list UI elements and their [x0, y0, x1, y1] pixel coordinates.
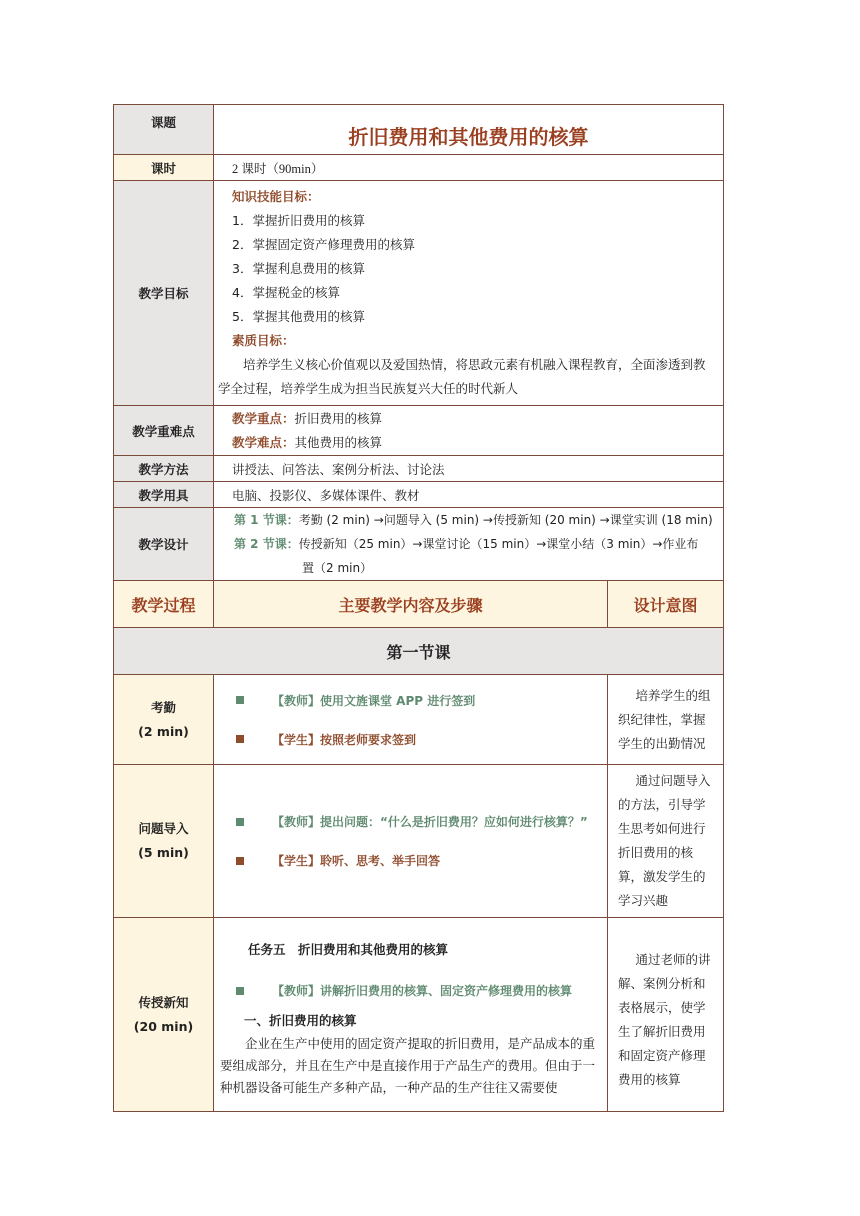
stage-name-cell [114, 918, 214, 1112]
knowledge-item: 5．掌握其他费用的核算 [232, 309, 365, 324]
hours-value: 2 课时（90min） [214, 155, 724, 181]
stage-time: (2 min) [138, 723, 189, 739]
quality-text: 培养学生义核心价值观以及爱国热情，将思政元素有机融入课程教育，全面渗透到教学全过程，培养学生成为担当民族复兴大任的时代新人 [218, 357, 706, 396]
section-subheading: 一、折旧费用的核算 [244, 1013, 357, 1028]
knowledge-heading: 知识技能目标： [232, 189, 320, 204]
design-1-text: 考勤 (2 min) →问题导入 (5 min) →传授新知 (20 min) →课堂实训 (18 min) [298, 513, 713, 527]
student-step: 【学生】聆听、思考、举手回答 [214, 852, 607, 869]
design-label: 教学设计 [114, 508, 214, 581]
keypoints-label: 教学重难点 [114, 406, 214, 456]
design-2-continued: 置（2 min） [302, 561, 373, 575]
process-header-intent: 设计意图 [608, 581, 724, 628]
methods-label: 教学方法 [114, 456, 214, 482]
teacher-step: 【教师】提出问题：“什么是折旧费用？应如何进行核算？” [214, 813, 607, 830]
bullet-square-icon [236, 818, 244, 826]
lesson-plan-table [113, 104, 724, 1112]
methods-value: 讲授法、问答法、案例分析法、讨论法 [214, 456, 724, 482]
lesson-plan-sheet [113, 104, 723, 1112]
section-title: 第一节课 [114, 628, 724, 675]
knowledge-item: 2．掌握固定资产修理费用的核算 [232, 237, 415, 252]
teacher-step: 【教师】讲解折旧费用的核算、固定资产修理费用的核算 [214, 982, 607, 999]
keypoints-content [214, 406, 724, 456]
stage-row [114, 675, 724, 765]
student-step: 【学生】按照老师要求签到 [214, 731, 607, 748]
quality-heading: 素质目标： [232, 333, 295, 348]
stage-name: 问题导入 [138, 821, 189, 836]
task-heading: 任务五 折旧费用和其他费用的核算 [248, 942, 449, 957]
bullet-square-icon [236, 735, 244, 743]
stage-name: 考勤 [150, 699, 176, 715]
key-label: 教学重点： [232, 410, 295, 426]
keypoints-row [114, 406, 724, 456]
knowledge-item: 3．掌握利息费用的核算 [232, 261, 365, 276]
bullet-square-icon [236, 987, 244, 995]
bullet-square-icon [236, 696, 244, 704]
design-2-text: 传授新知（25 min）→课堂讨论（15 min）→课堂小结（3 min）→作业布 [298, 537, 699, 551]
stage-name: 传授新知 [138, 994, 189, 1010]
key-text: 折旧费用的核算 [294, 410, 383, 426]
tools-row [114, 482, 724, 508]
difficult-text: 其他费用的核算 [294, 434, 383, 450]
objectives-content [214, 181, 724, 406]
stage-intent: 培养学生的组织纪律性，掌握学生的出勤情况 [608, 675, 724, 765]
stage-row [114, 918, 724, 1112]
bullet-square-icon [236, 857, 244, 865]
stage-content [214, 675, 608, 765]
tools-label: 教学用具 [114, 482, 214, 508]
hours-label: 课时 [114, 155, 214, 181]
process-header-row [114, 581, 724, 628]
stage-intent: 通过问题导入的方法，引导学生思考如何进行折旧费用的核算，激发学生的学习兴趣 [608, 765, 724, 918]
process-header-content: 主要教学内容及步骤 [214, 581, 608, 628]
hours-row [114, 155, 724, 181]
stage-content [214, 765, 608, 918]
stage-intent: 通过老师的讲解、案例分析和表格展示，使学生了解折旧费用和固定资产修理费用的核算 [608, 918, 724, 1112]
knowledge-item: 4．掌握税金的核算 [232, 285, 340, 300]
difficult-label: 教学难点： [232, 434, 295, 450]
objectives-label: 教学目标 [114, 181, 214, 406]
objectives-row [114, 181, 724, 406]
stage-row [114, 765, 724, 918]
body-paragraph: 企业在生产中使用的固定资产提取的折旧费用，是产品成本的重要组成部分，并且在生产中是直接作用于产品生产的费用。但由于一种机器设备可能生产多种产品，一种产品的生产往往又需要使 [220, 1036, 596, 1095]
design-1-label: 第 1 节课： [234, 513, 299, 527]
stage-name-cell [114, 675, 214, 765]
topic-label: 课题 [114, 105, 214, 155]
topic-row [114, 105, 724, 155]
section-row [114, 628, 724, 675]
stage-time: (5 min) [138, 845, 189, 860]
stage-name-cell [114, 765, 214, 918]
process-header-stage: 教学过程 [114, 581, 214, 628]
design-2-label: 第 2 节课： [234, 537, 299, 551]
teacher-step: 【教师】使用文旌课堂 APP 进行签到 [214, 692, 607, 709]
design-content [214, 508, 724, 581]
knowledge-item: 1．掌握折旧费用的核算 [232, 213, 365, 228]
topic-title: 折旧费用和其他费用的核算 [214, 105, 724, 155]
tools-value: 电脑、投影仪、多媒体课件、教材 [214, 482, 724, 508]
stage-content [214, 918, 608, 1112]
methods-row [114, 456, 724, 482]
stage-time: (20 min) [133, 1018, 194, 1034]
design-row [114, 508, 724, 581]
